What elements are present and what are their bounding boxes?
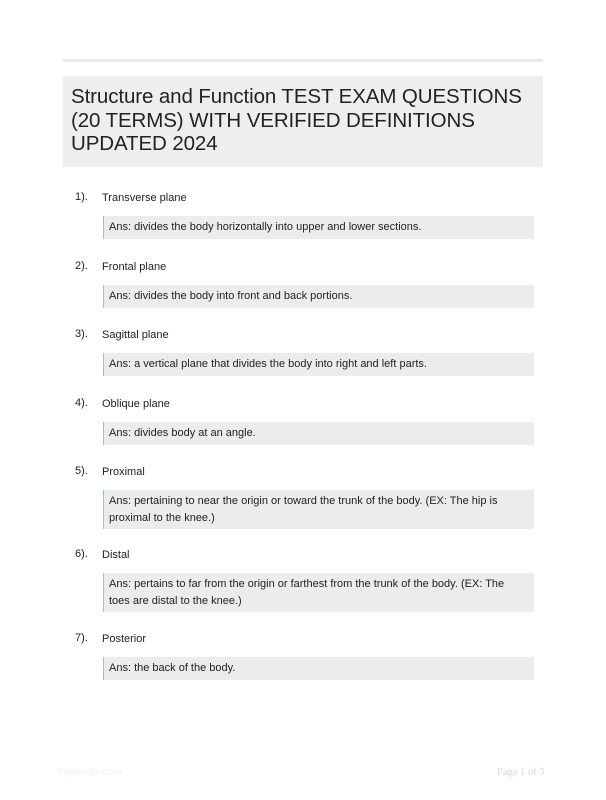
question-term: Frontal plane [102, 261, 167, 273]
answer-box: Ans: pertains to far from the origin or farthest from the trunk of the body. (EX: The toes are distal to the knee.) [103, 573, 534, 612]
question-term: Proximal [102, 466, 145, 478]
footer-watermark: Paperhbs.com [57, 767, 122, 778]
question-number: 2). [75, 260, 88, 272]
answer-box: Ans: divides the body into front and back portions. [103, 285, 534, 308]
answer-box: Ans: a vertical plane that divides the body into right and left parts. [103, 353, 534, 376]
question-number: 5). [75, 465, 88, 477]
question-term: Oblique plane [102, 398, 170, 410]
question-number: 3). [75, 328, 88, 340]
question-number: 7). [75, 632, 88, 644]
answer-box: Ans: divides the body horizontally into upper and lower sections. [103, 216, 534, 239]
question-term: Sagittal plane [102, 329, 169, 341]
question-number: 4). [75, 397, 88, 409]
answer-box: Ans: divides body at an angle. [103, 422, 534, 445]
question-term: Posterior [102, 633, 147, 645]
page-indicator: Page 1 of 3 [497, 767, 545, 778]
question-term: Transverse plane [102, 192, 187, 204]
question-term: Distal [102, 549, 130, 561]
answer-box: Ans: pertaining to near the origin or toward the trunk of the body. (EX: The hip is proximal to the knee.) [103, 490, 534, 529]
question-number: 1). [75, 191, 88, 203]
answer-box: Ans: the back of the body. [103, 657, 534, 680]
question-number: 6). [75, 548, 88, 560]
document-title: Structure and Function TEST EXAM QUESTIONS (20 TERMS) WITH VERIFIED DEFINITIONS UPDATED 2024 [71, 85, 522, 155]
